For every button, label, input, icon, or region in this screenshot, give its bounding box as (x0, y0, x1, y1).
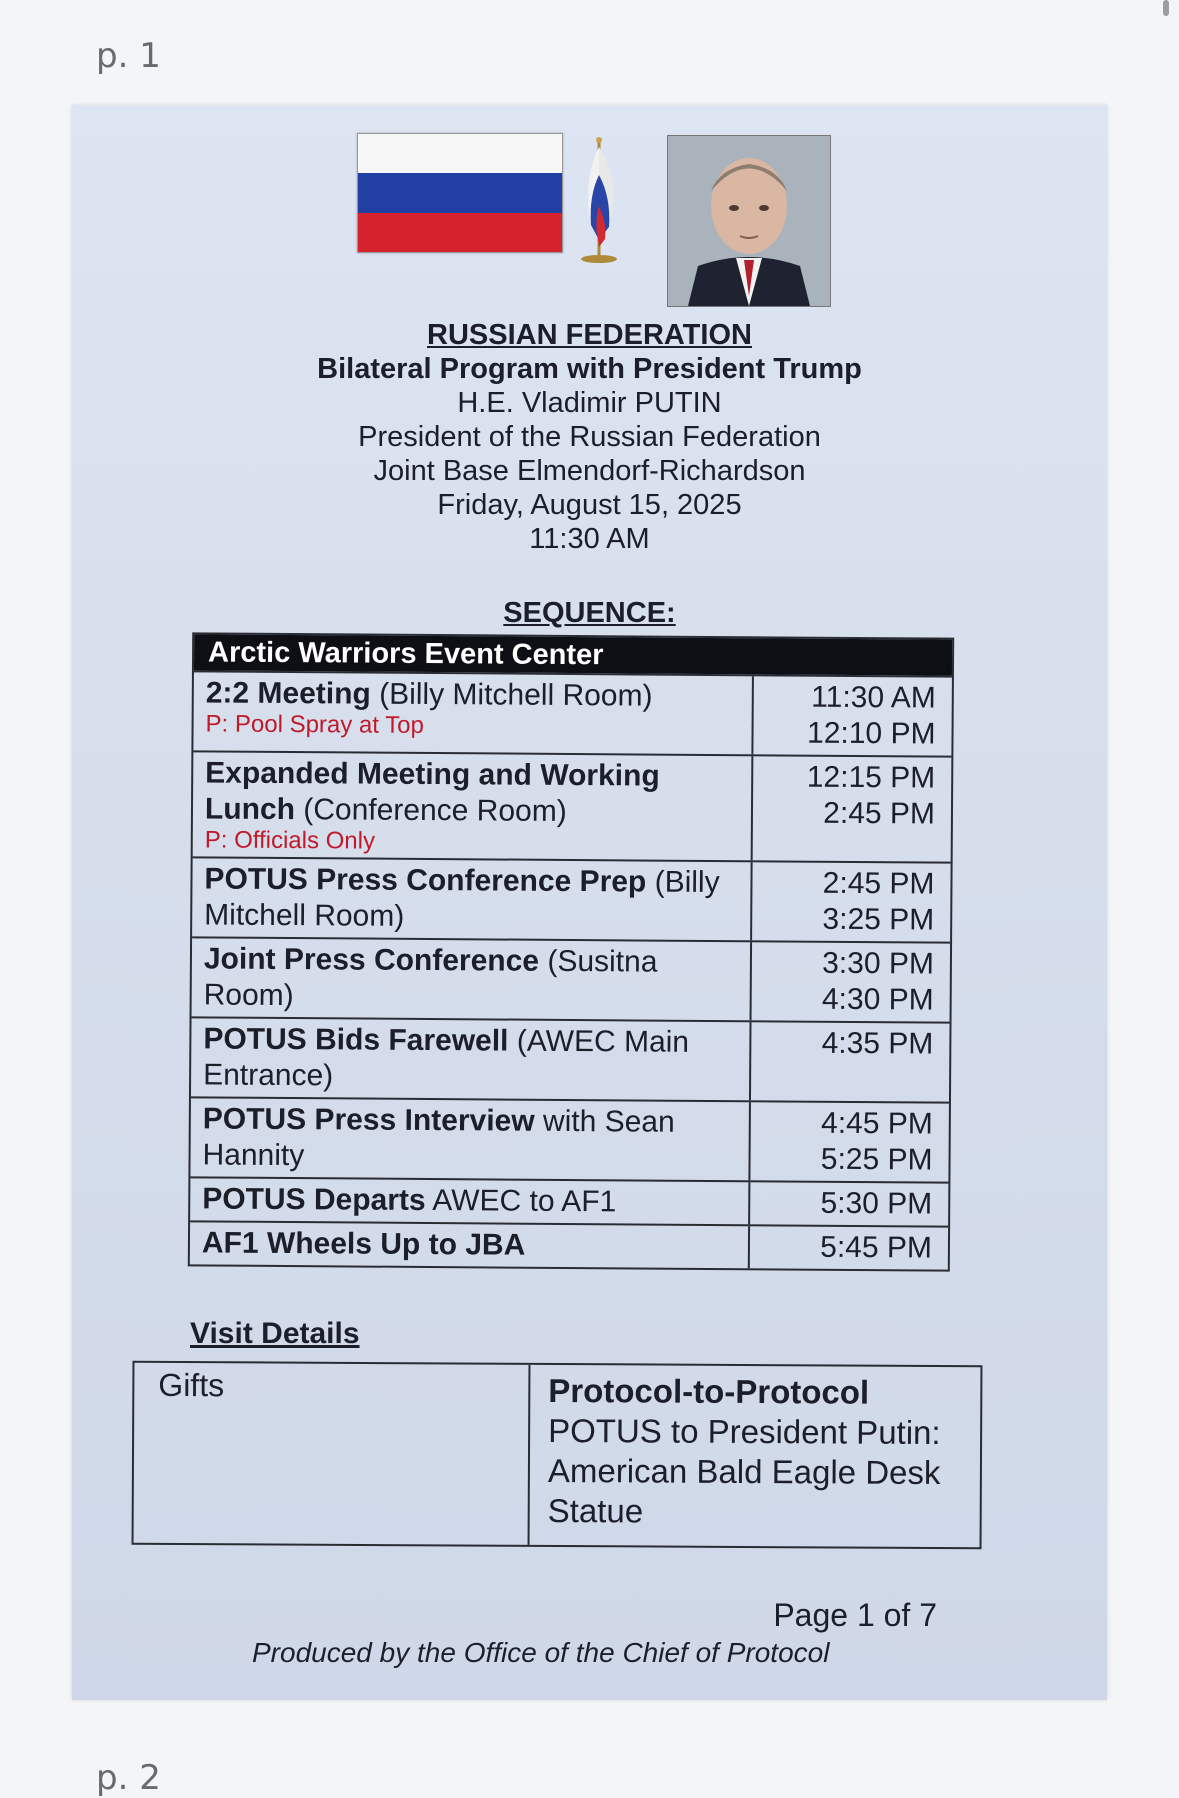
sequence-row (192, 936, 951, 1021)
document-subtitle: Bilateral Program with President Trump (72, 353, 1107, 386)
event-location-detail: with Sean Hannity (202, 1105, 674, 1172)
sequence-event (191, 1018, 752, 1100)
event-times: 3:30 PM 4:30 PM (752, 942, 951, 1021)
sequence-row (193, 750, 952, 861)
visit-details-title: Visit Details (190, 1317, 360, 1351)
event-location-detail: (Billy Mitchell Room) (204, 866, 720, 933)
event-name: POTUS Bids Farewell (203, 1022, 508, 1057)
event-times: 5:45 PM (750, 1226, 948, 1269)
russian-flag-image (357, 133, 563, 253)
guest-title: President of the Russian Federation (72, 421, 1107, 454)
event-location-detail: AWEC to AF1 (426, 1184, 617, 1218)
scrollbar-thumb[interactable] (1163, 0, 1169, 16)
sequence-title: SEQUENCE: (72, 597, 1107, 630)
sequence-event (193, 672, 754, 754)
sequence-event (190, 1222, 750, 1268)
gifts-details (530, 1365, 981, 1547)
event-times: 11:30 AM 12:10 PM (753, 676, 952, 755)
document-title: RUSSIAN FEDERATION (72, 319, 1107, 352)
event-times: 4:45 PM 5:25 PM (750, 1102, 949, 1181)
event-name: Expanded Meeting and Working Lunch (205, 756, 660, 826)
event-location-detail: (Billy Mitchell Room) (371, 678, 653, 713)
sequence-event (192, 858, 753, 940)
event-name: POTUS Press Interview (203, 1102, 535, 1137)
gifts-heading: Protocol-to-Protocol (548, 1371, 962, 1413)
event-times: 4:35 PM (751, 1022, 950, 1101)
sequence-event (192, 938, 753, 1020)
sequence-row (190, 1220, 948, 1269)
page-label: p. 1 (96, 36, 161, 76)
visit-details-table (132, 1361, 983, 1549)
event-name: POTUS Departs (202, 1182, 426, 1217)
sequence-event (193, 752, 754, 860)
event-times: 5:30 PM (750, 1182, 948, 1225)
press-note: P: Pool Spray at Top (205, 711, 739, 741)
page-number: Page 1 of 7 (773, 1597, 937, 1634)
event-location: Joint Base Elmendorf-Richardson (72, 455, 1107, 488)
event-times: 12:15 PM 2:45 PM (753, 756, 952, 861)
event-name: POTUS Press Conference Prep (204, 862, 646, 898)
event-name: Joint Press Conference (204, 942, 539, 977)
gifts-text: POTUS to President Putin: American Bald Eagle Desk Statue (548, 1411, 963, 1533)
sequence-venue-header: Arctic Warriors Event Center (194, 634, 952, 675)
next-page-label: p. 2 (96, 1758, 161, 1798)
event-name: 2:2 Meeting (206, 676, 371, 710)
event-times: 2:45 PM 3:25 PM (752, 862, 951, 941)
desk-flag-icon (577, 135, 637, 265)
sequence-row (190, 1096, 949, 1181)
press-note: P: Officials Only (205, 827, 739, 857)
event-location-detail: (Conference Room) (295, 793, 567, 828)
sequence-row (193, 670, 952, 755)
event-name: AF1 Wheels Up to JBA (202, 1226, 526, 1261)
guest-name: H.E. Vladimir PUTIN (72, 387, 1107, 420)
sequence-row (191, 1016, 950, 1101)
produced-by: Produced by the Office of the Chief of Protocol (252, 1637, 829, 1669)
document-page (72, 105, 1107, 1700)
sequence-row (190, 1176, 948, 1225)
event-location-detail: (Susitna Room) (204, 945, 658, 1012)
sequence-event (190, 1178, 750, 1224)
event-date: Friday, August 15, 2025 (72, 489, 1107, 522)
gifts-label: Gifts (134, 1363, 531, 1545)
sequence-event (190, 1098, 751, 1180)
sequence-row (192, 856, 951, 941)
sequence-table (188, 632, 954, 1271)
event-location-detail: (AWEC Main Entrance) (203, 1025, 689, 1093)
event-time: 11:30 AM (72, 523, 1107, 556)
president-portrait-photo (667, 135, 831, 307)
